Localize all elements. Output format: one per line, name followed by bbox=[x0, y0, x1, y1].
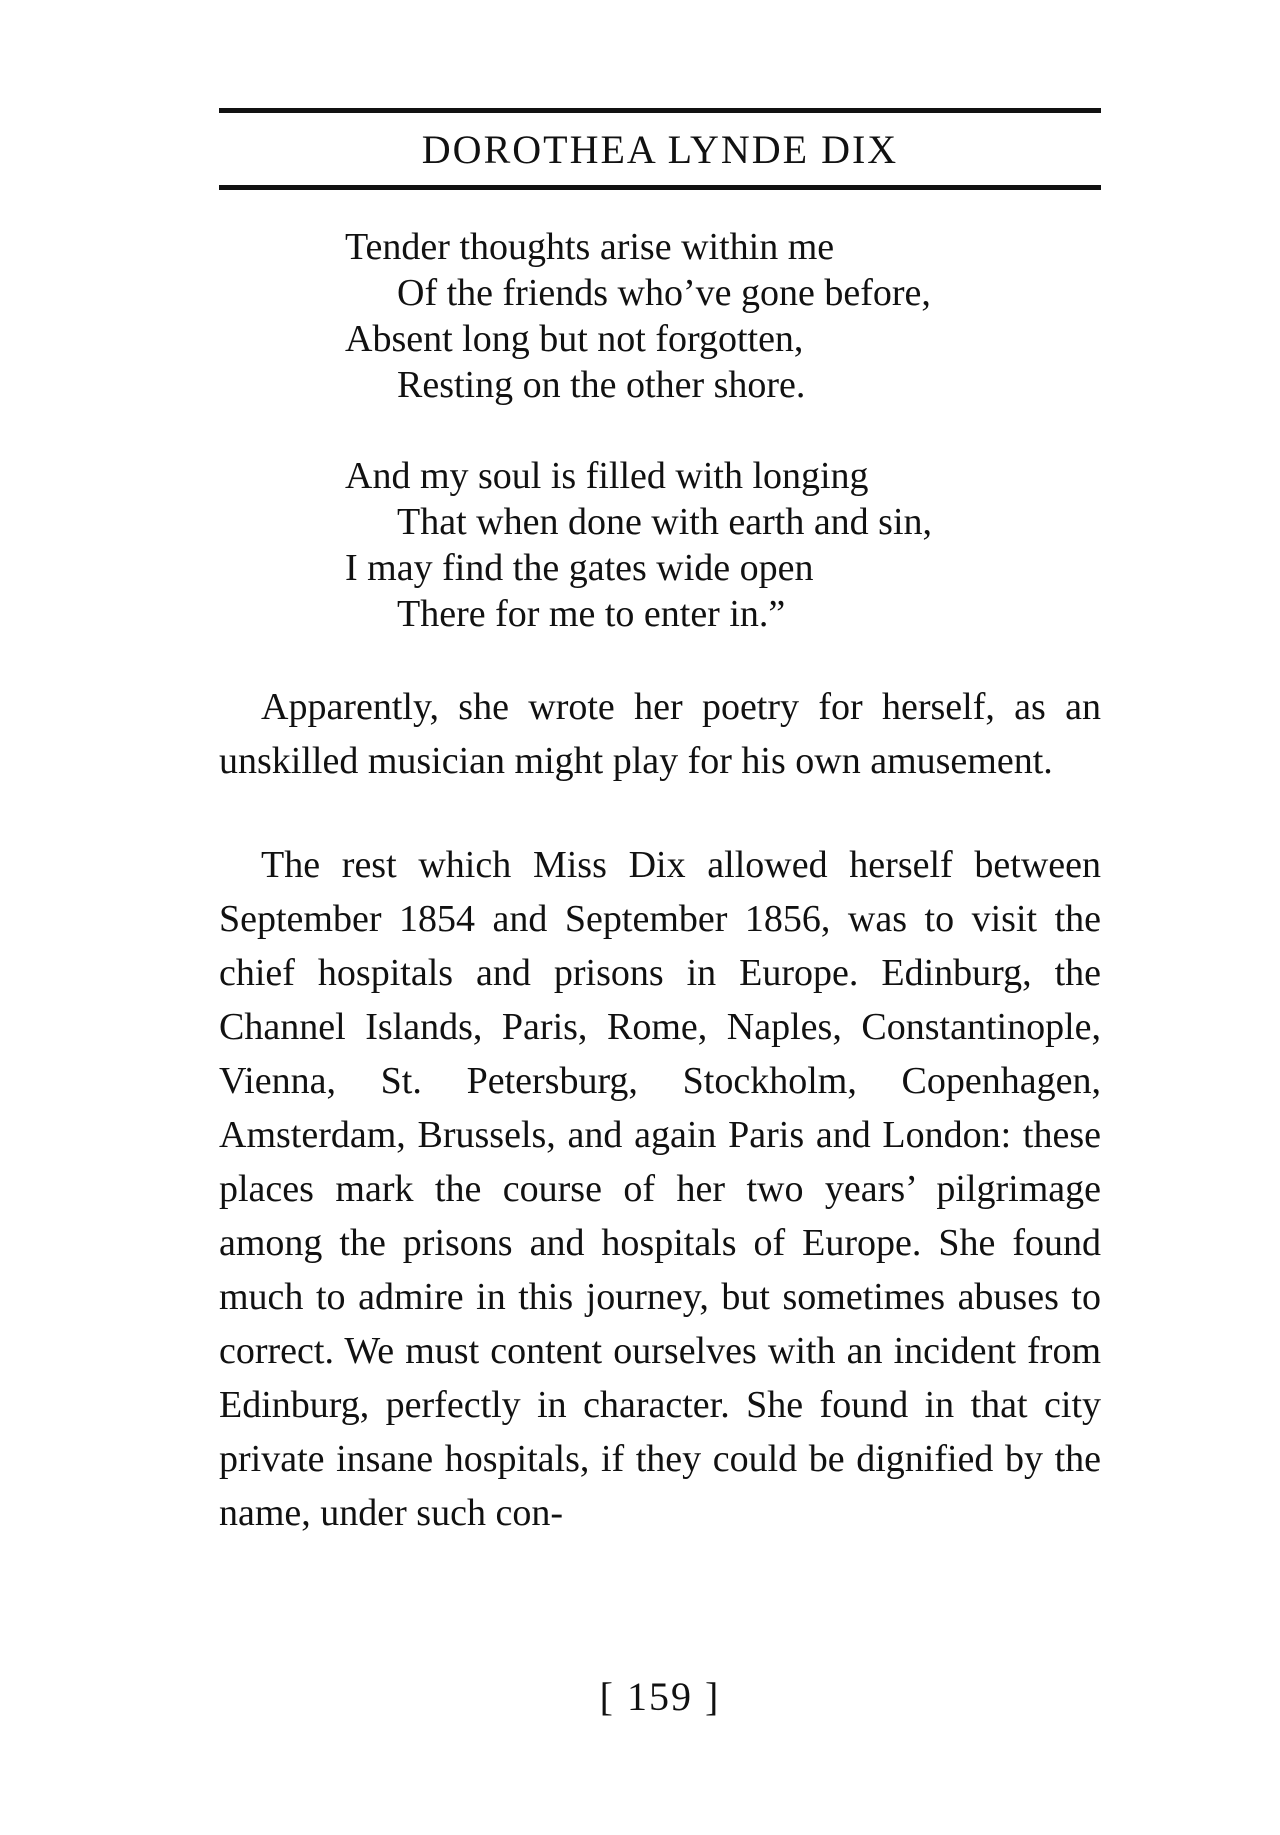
poem-line: Of the friends who’ve gone before, bbox=[397, 272, 931, 314]
poem-line: There for me to enter in.” bbox=[397, 593, 786, 635]
body-paragraph-2: The rest which Miss Dix allowed herself between September 1854 and September 1856, was to visit the chief hospitals and prisons in Europe. Edinburg, the Channel Islands, Paris, Rome, Naples, Constantinople, Vienna, St. Petersburg, Stockholm, Copenhagen, Amsterdam, Brussels, and again Paris and London: these places mark the course of her two years’ pilgrimage among the prisons and hospitals of Europe. She found much to admire in this journey, but sometimes abuses to correct. We must content ourselves with an incident from Edinburg, perfectly in character. She found in that city private insane hospitals, if they could be dignified by the name, under such con- bbox=[219, 844, 1101, 1534]
header-rule-bottom bbox=[219, 185, 1101, 190]
running-head: DOROTHEA LYNDE DIX bbox=[421, 127, 899, 172]
body-paragraph-1: Apparently, she wrote her poetry for herself, as an unskilled musician might play for his own amusement. bbox=[219, 686, 1101, 782]
poem-line: I may find the gates wide open bbox=[345, 547, 814, 589]
page-number: [ 159 ] bbox=[599, 1674, 721, 1719]
poem-line: Absent long but not forgotten, bbox=[345, 318, 804, 360]
header-rule-top bbox=[219, 108, 1101, 113]
poem-line: And my soul is filled with longing bbox=[345, 455, 869, 497]
poem-stanza-1 bbox=[345, 224, 1105, 408]
poem-line: That when done with earth and sin, bbox=[397, 501, 933, 543]
poem-line: Tender thoughts arise within me bbox=[345, 226, 835, 268]
poem-stanza-2 bbox=[345, 453, 1105, 637]
poem-line: Resting on the other shore. bbox=[397, 364, 806, 406]
